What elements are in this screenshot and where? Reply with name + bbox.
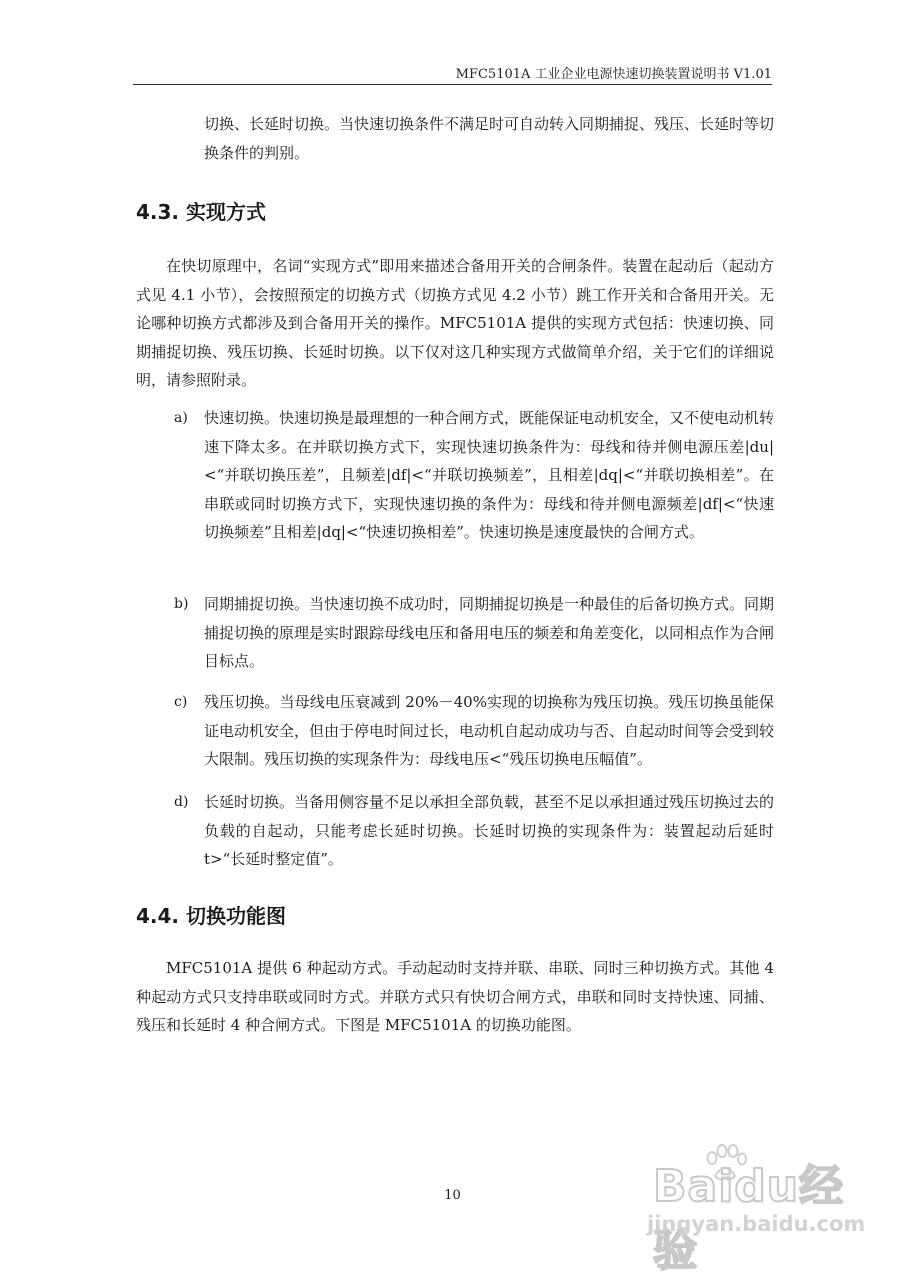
list-item-label: c) [174, 694, 188, 710]
list-item-text: 残压切换。当母线电压衰减到 20%－40%实现的切换称为残压切换。残压切换虽能保证电动机安全，但由于停电时间过长，电动机自起动成功与否、自起动时间等会受到较大限制。残压切换的实现条件为：母线电压<“残压切换电压幅值”。 [204, 693, 775, 768]
page-number: 10 [444, 1188, 461, 1203]
section-4-3-heading: 4.3. 实现方式 [136, 200, 266, 224]
header-rule [133, 84, 772, 85]
list-item-label: d) [174, 794, 189, 810]
continued-paragraph: 切换、长延时切换。当快速切换条件不满足时可自动转入同期捕捉、残压、长延时等切换条件的判别。 [204, 115, 775, 162]
baidu-watermark [645, 1140, 866, 1276]
list-item-label: a) [174, 410, 188, 426]
list-item-text: 长延时切换。当备用侧容量不足以承担全部负载，甚至不足以承担通过残压切换过去的负载的自起动，只能考虑长延时切换。长延时切换的实现条件为：装置起动后延时 t>“长延时整定值”。 [204, 793, 775, 868]
watermark-logo: Baidu经验 [653, 1161, 845, 1276]
watermark-url: jingyan.baidu.com [647, 1212, 866, 1236]
section-4-3-paragraph: 在快切原理中，名词“实现方式”即用来描述合备用开关的合闸条件。装置在起动后（起动方式见 4.1 小节），会按照预定的切换方式（切换方式见 4.2 小节）跳工作开关和合备用开关。无论哪种切换方式都涉及到合备用开关的操作。MFC5101A 提供的实现方式包括：快速切换、同期捕捉切换、残压切换、长延时切换。以下仅对这几种实现方式做简单介绍，关于它们的详细说明，请参照附录。 [136, 257, 774, 389]
section-4-4-paragraph: MFC5101A 提供 6 种起动方式。手动起动时支持并联、串联、同时三种切换方式。其他 4 种起动方式只支持串联或同时方式。并联方式只有快切合闸方式，串联和同时支持快速、同捕、残压和长延时 4 种合闸方式。下图是 MFC5101A 的切换功能图。 [136, 959, 774, 1034]
list-item-text: 同期捕捉切换。当快速切换不成功时，同期捕捉切换是一种最佳的后备切换方式。同期捕捉切换的原理是实时跟踪母线电压和备用电压的频差和角差变化，以同相点作为合闸目标点。 [204, 595, 775, 670]
running-header: MFC5101A 工业企业电源快速切换装置说明书 V1.01 [455, 67, 772, 82]
section-4-4-heading: 4.4. 切换功能图 [136, 904, 286, 928]
list-item-text: 快速切换。快速切换是最理想的一种合闸方式，既能保证电动机安全，又不使电动机转速下降太多。在并联切换方式下，实现快速切换条件为：母线和待并侧电源压差|du|<“并联切换压差”，且频差|df|<“并联切换频差”，且相差|dq|<“并联切换相差”。在串联或同时切换方式下，实现快速切换的条件为：母线和待并侧电源频差|df|<“快速切换频差”且相差|dq|<“快速切换相差”。快速切换是速度最快的合闸方式。 [204, 409, 775, 541]
list-item-label: b) [174, 596, 189, 612]
